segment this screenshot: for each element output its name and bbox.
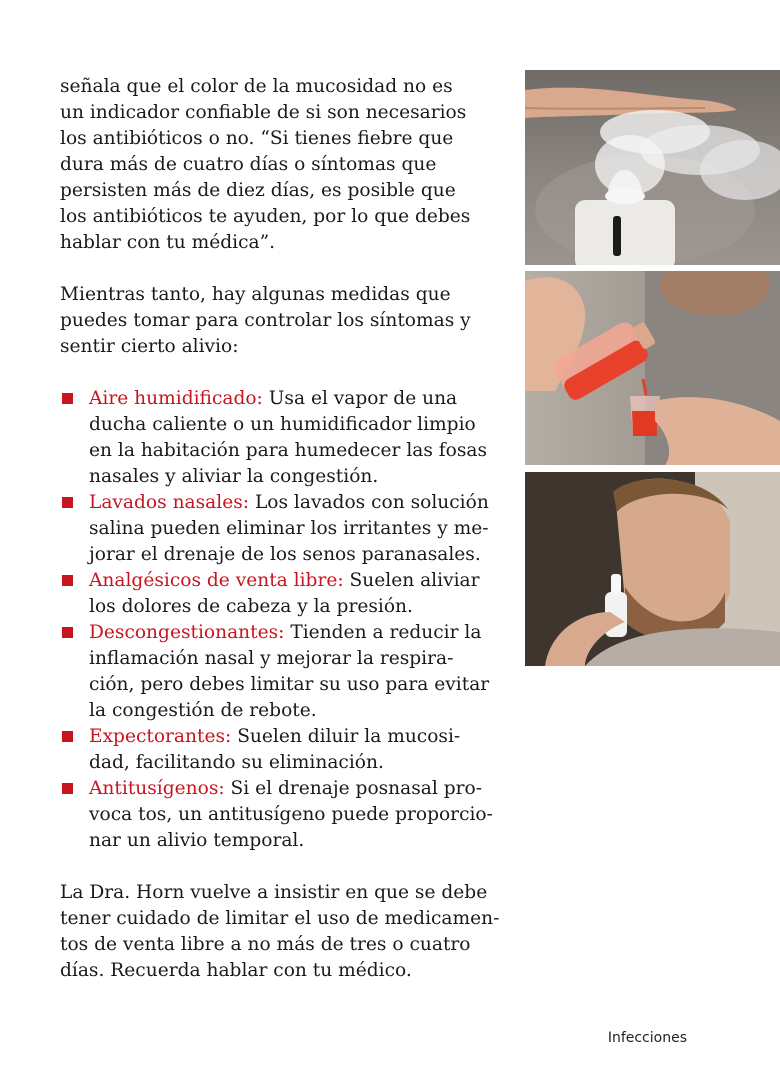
text-line: La Dra. Horn vuelve a insistir en que se debe: [60, 882, 488, 903]
text-line: Mientras tanto, hay algunas medidas que: [60, 284, 451, 305]
nasal-spray-photo: [525, 472, 780, 666]
text-line: días. Recuerda hablar con tu médico.: [60, 960, 412, 981]
bullet-term: Lavados nasales:: [89, 492, 250, 513]
bullet-term: Descongestionantes:: [89, 622, 285, 643]
text-line: dura más de cuatro días o síntomas que: [60, 154, 437, 175]
humidifier-photo: [525, 70, 780, 265]
text-line: sentir cierto alivio:: [60, 336, 239, 357]
text-line: persisten más de diez días, es posible que: [60, 180, 456, 201]
closing-paragraph: [60, 880, 505, 984]
syrup-photo: [525, 271, 780, 465]
bullet-term: Aire humidificado:: [89, 388, 263, 409]
text-line: un indicador confiable de si son necesarios: [60, 102, 467, 123]
text-line: tener cuidado de limitar el uso de medicamen-: [60, 908, 500, 929]
list-item: Descongestionantes: Tienden a reducir la inflamación nasal y mejorar la respira- ción, pero debes limitar su uso para evitar la congestión de rebote.: [60, 620, 505, 724]
list-item: Antitusígenos: Si el drenaje posnasal pro- voca tos, un antitusígeno puede proporcio- nar un alivio temporal.: [60, 776, 505, 854]
text-line: puedes tomar para controlar los síntomas y: [60, 310, 471, 331]
intro-paragraph: [60, 74, 505, 256]
text-line: tos de venta libre a no más de tres o cuatro: [60, 934, 471, 955]
list-item: Aire humidificado: Usa el vapor de una ducha caliente o un humidificador limpio en la habitación para humedecer las fosas nasales y aliviar la congestión.: [60, 386, 505, 490]
list-item: Lavados nasales: Los lavados con solución salina pueden eliminar los irritantes y me- jorar el drenaje de los senos paranasales.: [60, 490, 505, 568]
remedies-list: [60, 386, 505, 854]
section-footer: Infecciones: [607, 1030, 687, 1046]
bullet-term: Antitusígenos:: [89, 778, 225, 799]
text-line: los antibióticos o no. “Si tienes fiebre que: [60, 128, 454, 149]
list-item: Expectorantes: Suelen diluir la mucosi- dad, facilitando su eliminación.: [60, 724, 505, 776]
measures-paragraph: [60, 282, 505, 360]
bullet-term: Analgésicos de venta libre:: [89, 570, 344, 591]
text-line: los antibióticos te ayuden, por lo que debes: [60, 206, 471, 227]
text-line: señala que el color de la mucosidad no es: [60, 76, 453, 97]
list-item: Analgésicos de venta libre: Suelen aliviar los dolores de cabeza y la presión.: [60, 568, 505, 620]
article-column: [60, 74, 505, 984]
bullet-term: Expectorantes:: [89, 726, 232, 747]
text-line: hablar con tu médica”.: [60, 232, 276, 253]
